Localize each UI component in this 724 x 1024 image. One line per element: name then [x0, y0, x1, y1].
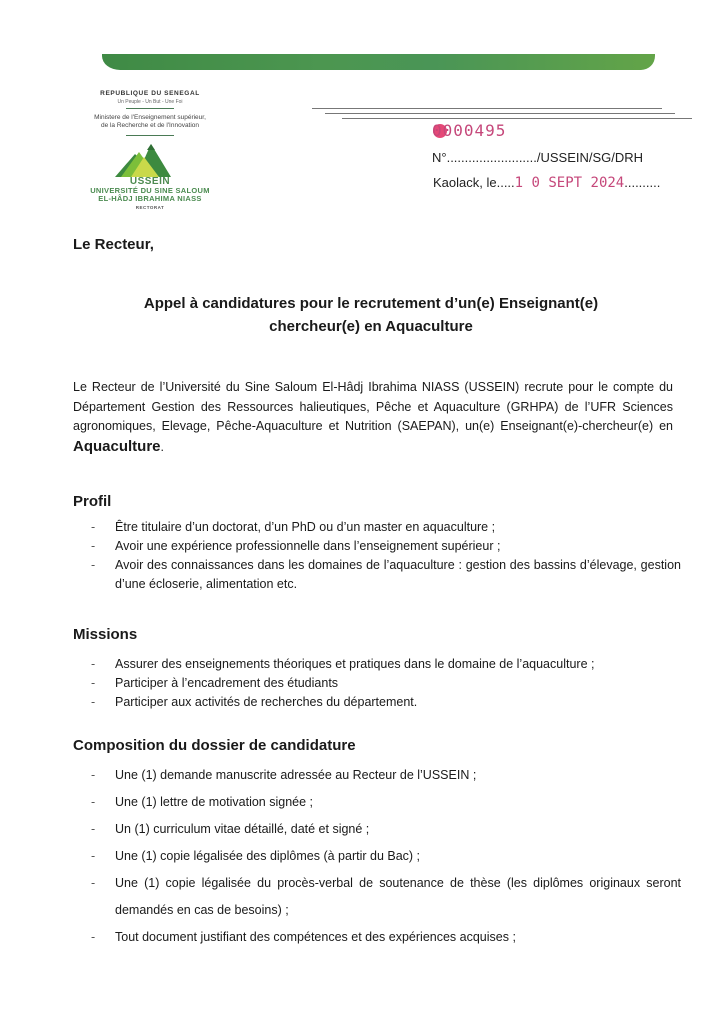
title-line-2: chercheur(e) en Aquaculture	[269, 318, 473, 335]
section-heading-missions: Missions	[73, 626, 138, 643]
ministry-line-1: Ministere de l'Enseignement supérieur,	[94, 114, 206, 121]
republic-label: REPUBLIQUE DU SENEGAL	[100, 90, 200, 97]
ussein-mountain-logo-icon	[113, 140, 173, 178]
stamp-number: 0000495	[432, 121, 507, 140]
list-item: - Participer aux activités de recherches du département.	[91, 693, 681, 712]
decorative-line	[342, 118, 692, 119]
page-title	[60, 292, 682, 338]
list-item: - Une (1) lettre de motivation signée ;	[91, 789, 681, 816]
greeting: Le Recteur,	[73, 236, 154, 253]
list-item: - Une (1) copie légalisée du procès-verbal de soutenance de thèse (les diplômes originaux seront demandés en cas de besoins) ;	[91, 870, 681, 924]
intro-text: Le Recteur de l’Université du Sine Saloum El-Hâdj Ibrahima NIASS (USSEIN) recrute pour le compte du Département Gestion des Ressources halieutiques, Pêche et Aquaculture (GRHPA) de l’UFR Sciences agronomiques, Elevage, Pêche-Aquaculture et Nutrition (SAEPAN), un(e) Enseignant(e)-chercheur(e) en	[73, 380, 673, 433]
intro-paragraph	[73, 378, 673, 457]
list-item: - Assurer des enseignements théoriques et pratiques dans le domaine de l’aquaculture ;	[91, 655, 681, 674]
university-acronym: USSEIN	[129, 176, 171, 187]
list-item: - Participer à l’encadrement des étudiants	[91, 674, 681, 693]
profil-list	[91, 518, 681, 594]
missions-list	[91, 655, 681, 712]
list-item: - Avoir des connaissances dans les domaines de l’aquaculture : gestion des bassins d’élevage, gestion d’une écloserie, alimentation etc.	[91, 556, 681, 594]
university-name-line-2: EL-HÂDJ IBRAHIMA NIASS	[98, 194, 202, 203]
section-heading-dossier: Composition du dossier de candidature	[73, 737, 356, 754]
office-label: RECTORAT	[135, 205, 165, 210]
section-heading-profil: Profil	[73, 493, 112, 510]
ministry-name	[60, 114, 240, 129]
dossier-list	[91, 762, 681, 951]
date-prefix: Kaolack, le.....	[433, 175, 515, 190]
list-item: - Une (1) demande manuscrite adressée au Recteur de l’USSEIN ;	[91, 762, 681, 789]
letterhead-divider	[126, 108, 174, 109]
place-date-line	[433, 175, 660, 191]
ministry-line-2: de la Recherche et de l'Innovation	[100, 121, 200, 129]
reference-number-line: N°........................./USSEIN/SG/DRH	[432, 150, 644, 165]
date-suffix: ..........	[624, 175, 661, 190]
letterhead-divider	[126, 135, 174, 136]
title-line-1: Appel à candidatures pour le recrutement d’un(e) Enseignant(e)	[143, 295, 599, 312]
list-item: - Être titulaire d’un doctorat, d’un PhD ou d’un master en aquaculture ;	[91, 518, 681, 537]
university-name-line-1: UNIVERSITÉ DU SINE SALOUM	[90, 186, 210, 195]
intro-emphasis: Aquaculture	[73, 437, 161, 455]
intro-end: .	[160, 439, 164, 454]
date-stamp: 1 0 SEPT 2024	[514, 175, 625, 191]
list-item: - Un (1) curriculum vitae détaillé, daté et signé ;	[91, 816, 681, 843]
list-item: - Avoir une expérience professionnelle dans l’enseignement supérieur ;	[91, 537, 681, 556]
national-motto: Un Peuple - Un But - Une Foi	[117, 99, 183, 105]
decorative-line	[325, 113, 675, 114]
list-item: - Une (1) copie légalisée des diplômes (à partir du Bac) ;	[91, 843, 681, 870]
list-item: - Tout document justifiant des compétences et des expériences acquises ;	[91, 924, 681, 951]
header-green-bar	[102, 54, 655, 70]
decorative-line	[312, 108, 662, 109]
